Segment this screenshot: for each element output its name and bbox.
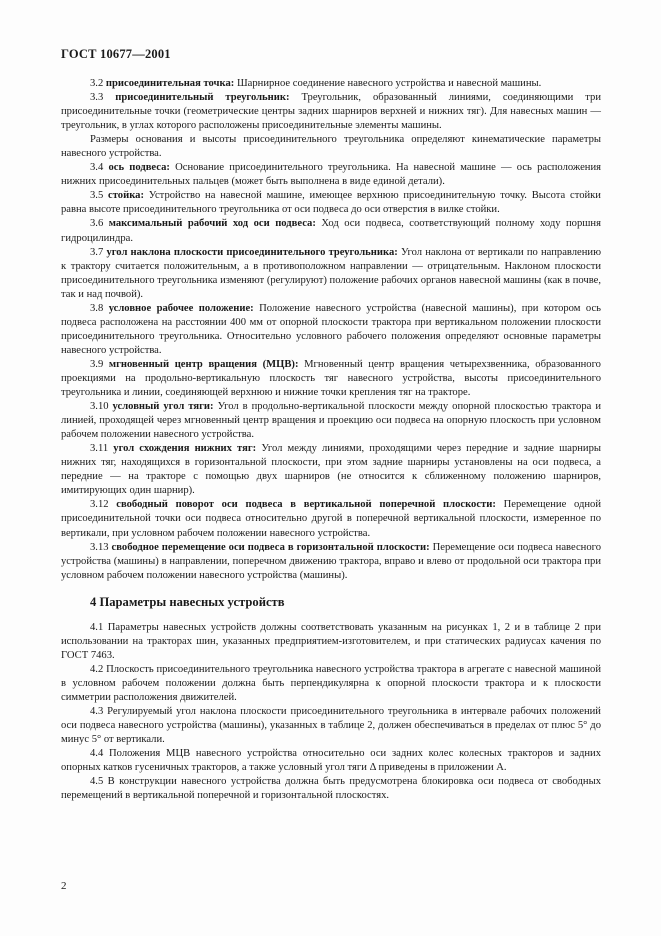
term: условный угол тяги: [112,401,214,413]
paragraph-4-4: 4.4 Положения МЦВ навесного устройства относительно оси задних колес колесных тракторов и задних опорных катков гусеничных тракторов, а также условный угол тяги Δ приведены в приложении А. [61,748,601,774]
paragraph-3-13: 3.13 свободное перемещение оси подвеса в горизонтальной плоскости: Перемещение оси подвеса навесного устройства (машины) в направлении, поперечном движению трактора, вправо и влево от продольной оси трактора при условном рабочем положении навесного устройства (машины). [61,541,601,581]
page-number: 2 [61,880,67,892]
paragraph-4-2: 4.2 Плоскость присоединительного треугольника навесного устройства трактора в агрегате с навесной машиной в условном рабочем положении должна быть перпендикулярна к опорной плоскости трактора и к плоскости симметрии расположения движителей. [61,663,602,703]
paragraph-3-9: 3.9 мгновенный центр вращения (МЦВ): Мгновенный центр вращения четырехзвенника, образованного проекциями на продольно-вертикальную плоскость тяг навесного устройства, высоты присоединительного треугольника и линии, соединяющей верхнюю и нижние точки крепления тяг на тракторе. [61,358,601,399]
paragraph-3-11: 3.11 угол схождения нижних тяг: Угол между линиями, проходящими через передние и задние шарниры нижних тяг, находящихся в горизонтальной плоскости, при этом задние шарниры установлены на оси подвеса, а передние — на тракторе с помощью двух шарниров (не относится к сближенному положению шарниров, имитирующих один шарнир). [61,443,602,497]
paragraph-3-5: 3.5 стойка: Устройство на навесной машине, имеющее верхнюю присоединительную точку. Высота стойки равна высоте присоединительного треугольника от оси подвеса до оси отверстия в вилке стойки. [61,190,601,216]
paragraph-3-4: 3.4 ось подвеса: Основание присоединительного треугольника. На навесной машине — ось расположения нижних присоединительных пальцев (может быть выполнена в виде единой детали). [61,162,602,188]
term: мгновенный центр вращения (МЦВ): [108,358,299,370]
paragraph-4-5: 4.5 В конструкции навесного устройства должна быть предусмотрена блокировка оси подвеса от свободных перемещений в вертикальной поперечной и горизонтальной плоскостях. [61,776,601,802]
term: угол наклона плоскости присоединительного треугольника: [106,246,398,258]
paragraph-3-3: 3.3 присоединительный треугольник: Треугольник, образованный линиями, соединяющими три присоединительные точки (геометрические центры задних шарниров верхней и нижних тяг). Для навесных машин — треугольник, в углах которого расположены присоединительные элементы машины. [61,92,601,132]
section-4-heading: 4 Параметры навесных устройств [90,594,285,609]
paragraph-3-8: 3.8 условное рабочее положение: Положение навесного устройства (навесной машины), при котором ось подвеса расположена на расстоянии 400 мм от опорной плоскости трактора при вертикальном положении плоскости присоединительного треугольника. Относительно условного рабочего положения определяют основные параметры навесного устройства. [61,302,602,356]
paragraph-4-1: 4.1 Параметры навесных устройств должны соответствовать указанным на рисунках 1, 2 и в таблице 2 при использовании на тракторах шин, указанных предприятием-изготовителем, и при статических радиусах качения по ГОСТ 7463. [61,621,601,661]
paragraph-3-10: 3.10 условный угол тяги: Угол в продольно-вертикальной плоскости между опорной плоскостью трактора и линией, проходящей через мгновенный центр вращения и проекцию оси подвеса на опорную плоскость при условном рабочем положении навесного устройства. [61,401,602,441]
term: свободный поворот оси подвеса в вертикальной поперечной плоскости: [116,499,496,511]
term: максимальный рабочий ход оси подвеса: [108,218,316,230]
paragraph-3-12: 3.12 свободный поворот оси подвеса в вертикальной поперечной плоскости: Перемещение одной присоединительной точки оси подвеса относительно другой в поперечной вертикальной плоскости, измеренное по вертикали, при условном рабочем положении навесного устройства. [61,499,601,539]
document-body [61,77,601,803]
paragraph-3-7: 3.7 угол наклона плоскости присоединительного треугольника: Угол наклона от вертикали по направлению к трактору считается положительным, а в противоположном направлении — отрицательным. Наклоном плоскости присоединительного треугольника изменяют (регулируют) положение рабочих органов навесной машины (как в почве, так и над почвой). [61,246,601,300]
term: угол схождения нижних тяг: [113,443,257,455]
term: стойка: [108,190,144,202]
paragraph-4-3: 4.3 Регулируемый угол наклона плоскости присоединительного треугольника в интервале рабочих положений оси подвеса навесного устройства (машины), указанных в таблице 2, должен обеспечиваться в пределах от плюс 5° до минус 5° от вертикали. [61,706,601,746]
paragraph-3-6: 3.6 максимальный рабочий ход оси подвеса: Ход оси подвеса, соответствующий полному ходу поршня гидроцилиндра. [61,218,601,244]
paragraph-3-3-note: Размеры основания и высоты присоединительного треугольника определяют кинематические параметры навесного устройства. [61,134,601,160]
term: присоединительный треугольник: [115,92,290,104]
paragraph-3-2: 3.2 присоединительная точка: Шарнирное соединение навесного устройства и навесной машины. [90,78,542,89]
document-header: ГОСТ 10677—2001 [61,47,171,61]
term: присоединительная точка: [105,78,235,89]
term: ось подвеса: [108,162,170,174]
term: свободное перемещение оси подвеса в горизонтальной плоскости: [111,541,430,553]
term: условное рабочее положение: [108,302,254,314]
